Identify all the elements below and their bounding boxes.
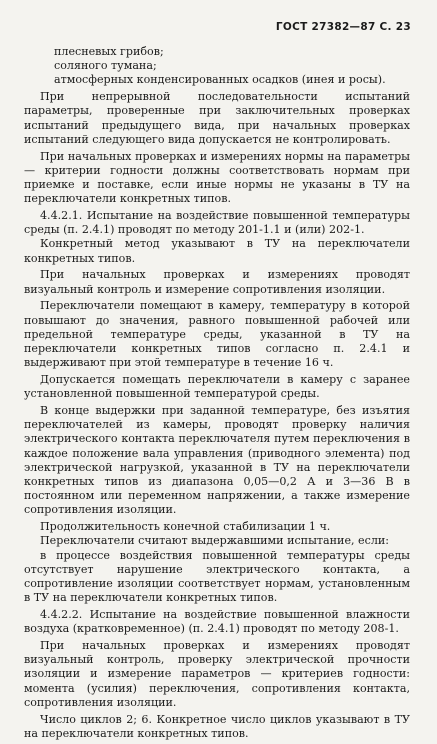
list-item: соляного тумана; [54,59,157,73]
section-heading-4-4-2-1: 4.4.2.1. Испытание на воздействие повышенной температуры среды (п. 2.4.1) проводят по методу 201-1.1 и (или) 202-1. [24,209,410,237]
paragraph: Число циклов 2; 6. Конкретное число циклов указывают в ТУ на переключатели конкретных типов. [24,712,410,740]
paragraph: Конкретный метод указывают в ТУ на переключатели конкретных типов. [24,237,410,265]
paragraph: Переключатели считают выдержавшими испытание, если: [40,534,390,548]
list-item: плесневых грибов; [54,45,164,58]
paragraph: Продолжительность конечной стабилизации 1 ч. [40,520,331,534]
paragraph: в процессе воздействия повышенной температуры среды отсутствует нарушение электрического контакта, а сопротивление изоляции соответствует нормам, установленным в ТУ на переключатели конкретных типов. [24,548,410,605]
paragraph: При начальных проверках и измерениях нормы на параметры — критерии годности должны соответствовать нормам при приемке и поставке, если иные нормы не указаны в ТУ на переключатели конкретных типов. [24,149,410,206]
page-header: ГОСТ 27382—87 С. 23 [275,21,411,33]
paragraph: Допускается помещать переключатели в камеру с заранее установленной повышенной температурой среды. [24,373,410,401]
paragraph: При непрерывной последовательности испытаний параметры, проверенные при заключительных проверках испытаний предыдущего вида, при начальных проверках испытаний следующего вида допускается не контролировать. [24,90,410,146]
paragraph: При начальных проверках и измерениях проводят визуальный контроль, проверку электрической прочности изоляции и измерение параметров — критериев годности: момента (усилия) переключения, сопротивления контакта, сопротивления изоляции. [24,639,410,709]
paragraph: При начальных проверках и измерениях проводят визуальный контроль и измерение сопротивления изоляции. [24,268,410,296]
page-body [24,45,410,744]
paragraph: В конце выдержки при заданной температуре, без изъятия переключателей из камеры, проводят проверку наличия электрического контакта переключателя путем переключения в каждое положение вала управления (приводного элемента) под электрической нагрузкой, указанной в ТУ на переключатели конкретных типов из диапазона 0,05—0,2 А и 3—36 В в постоянном или переменном напряжении, а также измерение сопротивления изоляции. [24,404,410,517]
paragraph: Переключатели помещают в камеру, температуру в которой повышают до значения, равного повышенной рабочей или предельной температуре среды, указанной в ТУ на переключатели конкретных типов согласно п. 2.4.1 и выдерживают при этой температуре в течение 16 ч. [24,299,410,370]
list-item: атмосферных конденсированных осадков (инея и росы). [54,73,386,87]
section-heading-4-4-2-2: 4.4.2.2. Испытание на воздействие повышенной влажности воздуха (кратковременное) (п. 2.4.1) проводят по методу 208-1. [24,608,410,636]
